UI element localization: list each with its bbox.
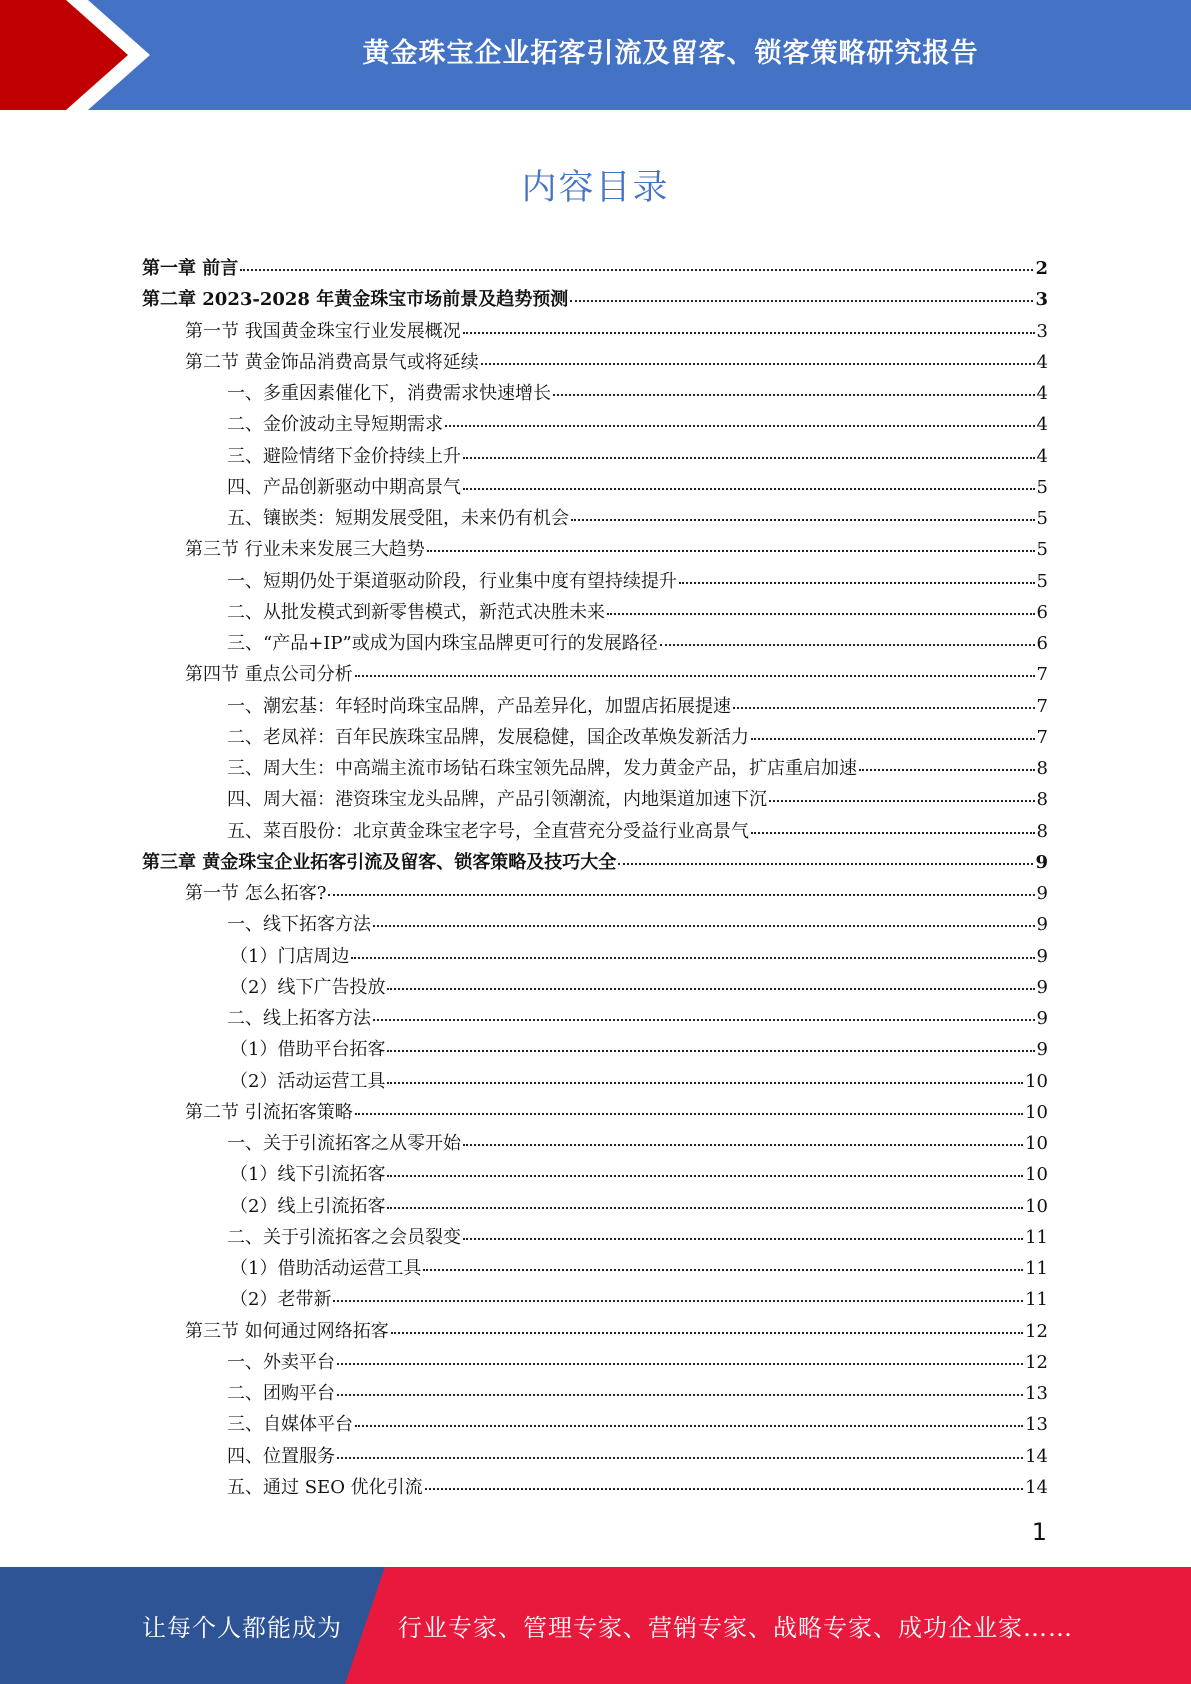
toc-entry-title: 第三节 如何通过网络拓客 — [185, 1320, 389, 1342]
toc-entry-page: 13 — [1025, 1383, 1048, 1404]
toc-entry-title: （2）老带新 — [230, 1289, 332, 1311]
toc-leader-dots — [463, 457, 1035, 459]
toc-entry[interactable] — [142, 628, 1048, 659]
toc-entry-page: 9 — [1036, 883, 1048, 904]
toc-leader-dots — [733, 707, 1035, 709]
table-of-contents — [142, 253, 1048, 1503]
toc-entry-title: 第二节 引流拓客策略 — [185, 1101, 353, 1123]
toc-leader-dots — [751, 738, 1035, 740]
toc-leader-dots — [333, 1300, 1023, 1302]
toc-entry-title: 五、菜百股份：北京黄金珠宝老字号，全直营充分受益行业高景气 — [227, 820, 749, 842]
toc-entry-page: 12 — [1025, 1320, 1048, 1342]
toc-entry[interactable] — [142, 1409, 1048, 1440]
toc-entry-title: 一、外卖平台 — [227, 1351, 335, 1373]
toc-entry-title: 五、镶嵌类：短期发展受阻，未来仍有机会 — [227, 508, 569, 529]
toc-leader-dots — [660, 644, 1035, 646]
toc-entry[interactable] — [142, 1378, 1048, 1409]
toc-leader-dots — [427, 550, 1035, 552]
toc-entry-page: 6 — [1036, 633, 1048, 654]
toc-leader-dots — [355, 1425, 1023, 1427]
toc-entry-title: 二、团购平台 — [227, 1383, 335, 1404]
toc-leader-dots — [373, 1019, 1035, 1021]
toc-entry-page: 9 — [1036, 945, 1048, 967]
toc-entry[interactable] — [142, 972, 1048, 1003]
toc-entry[interactable] — [142, 409, 1048, 440]
toc-leader-dots — [425, 1488, 1023, 1490]
toc-entry-title: 第一章 前言 — [142, 258, 239, 279]
toc-entry-title: 一、关于引流拓客之从零开始 — [227, 1133, 461, 1154]
toc-leader-dots — [463, 1144, 1023, 1146]
toc-entry[interactable] — [142, 691, 1048, 722]
toc-entry[interactable] — [142, 253, 1048, 284]
toc-entry-title: 第四节 重点公司分析 — [185, 664, 353, 686]
toc-entry[interactable] — [142, 1191, 1048, 1222]
toc-entry[interactable] — [142, 1284, 1048, 1315]
toc-leader-dots — [463, 488, 1035, 490]
toc-entry-page: 4 — [1036, 351, 1048, 373]
toc-entry[interactable] — [142, 316, 1048, 347]
toc-entry-title: （2）线上引流拓客 — [230, 1195, 386, 1217]
toc-leader-dots — [769, 800, 1035, 802]
toc-entry[interactable] — [142, 1222, 1048, 1253]
toc-entry-page: 11 — [1025, 1258, 1048, 1279]
toc-entry-page: 10 — [1025, 1195, 1048, 1217]
toc-entry-page: 3 — [1036, 320, 1048, 342]
toc-entry[interactable] — [142, 878, 1048, 909]
toc-entry-page: 6 — [1036, 601, 1048, 623]
header-title: 黄金珠宝企业拓客引流及留客、锁客策略研究报告 — [362, 37, 979, 69]
toc-leader-dots — [481, 363, 1035, 365]
toc-leader-dots — [387, 1050, 1034, 1052]
toc-entry-title: 二、从批发模式到新零售模式，新范式决胜未来 — [227, 601, 605, 623]
toc-entry[interactable] — [142, 1066, 1048, 1097]
toc-entry-title: 五、通过 SEO 优化引流 — [227, 1476, 423, 1498]
toc-entry-page: 10 — [1025, 1070, 1048, 1092]
toc-entry-title: 二、关于引流拓客之会员裂变 — [227, 1226, 461, 1248]
toc-leader-dots — [751, 832, 1035, 834]
toc-entry-title: （1）借助活动运营工具 — [230, 1258, 422, 1279]
toc-leader-dots — [553, 394, 1035, 396]
toc-entry[interactable] — [142, 597, 1048, 628]
toc-entry-title: 第三节 行业未来发展三大趋势 — [185, 539, 425, 561]
toc-entry-page: 8 — [1036, 789, 1048, 811]
toc-entry-page: 4 — [1036, 414, 1048, 436]
toc-entry[interactable] — [142, 1253, 1048, 1284]
toc-entry-title: 三、避险情绪下金价持续上升 — [227, 445, 461, 467]
toc-entry[interactable] — [142, 753, 1048, 784]
toc-entry-page: 9 — [1036, 976, 1048, 998]
toc-entry[interactable] — [142, 503, 1048, 534]
toc-title: 内容目录 — [521, 168, 670, 208]
toc-leader-dots — [387, 1082, 1023, 1084]
toc-entry-title: 三、自媒体平台 — [227, 1414, 353, 1436]
toc-entry-title: 三、“产品+IP”或成为国内珠宝品牌更可行的发展路径 — [227, 633, 658, 654]
toc-entry-title: 三、周大生：中高端主流市场钻石珠宝领先品牌，发力黄金产品，扩店重启加速 — [227, 758, 857, 779]
page-footer — [0, 1567, 1191, 1684]
toc-leader-dots — [355, 675, 1035, 677]
toc-entry-title: 第一节 我国黄金珠宝行业发展概况 — [185, 320, 461, 342]
toc-entry-page: 10 — [1025, 1101, 1048, 1123]
toc-entry-title: 一、潮宏基：年轻时尚珠宝品牌，产品差异化，加盟店拓展提速 — [227, 695, 731, 717]
toc-entry[interactable] — [142, 722, 1048, 753]
toc-entry-page: 9 — [1035, 851, 1048, 873]
toc-entry[interactable] — [142, 1003, 1048, 1034]
toc-entry-page: 9 — [1036, 1008, 1048, 1029]
toc-entry[interactable] — [142, 1316, 1048, 1347]
toc-entry-page: 8 — [1036, 758, 1048, 779]
page-number: 1 — [1031, 1518, 1047, 1546]
toc-leader-dots — [240, 269, 1033, 271]
toc-entry-page: 14 — [1025, 1445, 1048, 1467]
toc-entry-page: 10 — [1025, 1133, 1048, 1154]
footer-slogan-left: 让每个人都能成为 — [142, 1614, 342, 1642]
toc-entry-title: 二、线上拓客方法 — [227, 1008, 371, 1029]
toc-entry-title: 第二章 2023-2028 年黄金珠宝市场前景及趋势预测 — [142, 289, 569, 311]
toc-entry[interactable] — [142, 941, 1048, 972]
toc-leader-dots — [859, 769, 1035, 771]
toc-leader-dots — [387, 988, 1034, 990]
toc-entry-title: （1）线下引流拓客 — [230, 1164, 386, 1186]
toc-entry-title: 一、多重因素催化下，消费需求快速增长 — [227, 383, 551, 404]
toc-leader-dots — [387, 1175, 1023, 1177]
toc-entry-page: 3 — [1035, 289, 1048, 311]
toc-leader-dots — [337, 1457, 1023, 1459]
toc-entry-page: 12 — [1025, 1351, 1048, 1373]
toc-entry-title: 二、金价波动主导短期需求 — [227, 414, 443, 436]
toc-entry-title: 四、位置服务 — [227, 1445, 335, 1467]
toc-entry[interactable] — [142, 472, 1048, 503]
toc-entry[interactable] — [142, 1347, 1048, 1378]
toc-leader-dots — [618, 863, 1033, 865]
toc-entry[interactable] — [142, 1159, 1048, 1190]
toc-entry-page: 4 — [1036, 383, 1048, 404]
toc-entry[interactable] — [142, 909, 1048, 940]
toc-leader-dots — [351, 957, 1034, 959]
toc-leader-dots — [445, 425, 1035, 427]
toc-entry-page: 11 — [1025, 1226, 1048, 1248]
toc-entry[interactable] — [142, 378, 1048, 409]
toc-entry[interactable] — [142, 441, 1048, 472]
toc-entry[interactable] — [142, 847, 1048, 878]
toc-leader-dots — [463, 332, 1035, 334]
toc-leader-dots — [355, 1113, 1023, 1115]
toc-entry-title: （2）活动运营工具 — [230, 1070, 386, 1092]
toc-entry-page: 2 — [1035, 258, 1048, 279]
toc-leader-dots — [607, 613, 1035, 615]
toc-entry[interactable] — [142, 1441, 1048, 1472]
toc-entry-title: 第一节 怎么拓客? — [185, 883, 327, 904]
toc-entry[interactable] — [142, 816, 1048, 847]
toc-entry-page: 5 — [1036, 570, 1048, 592]
toc-entry-page: 5 — [1036, 476, 1048, 498]
toc-leader-dots — [423, 1269, 1023, 1271]
toc-entry-title: 四、周大福：港资珠宝龙头品牌，产品引领潮流，内地渠道加速下沉 — [227, 789, 767, 811]
toc-entry[interactable] — [142, 534, 1048, 565]
toc-entry-title: 第二节 黄金饰品消费高景气或将延续 — [185, 351, 479, 373]
toc-leader-dots — [373, 925, 1035, 927]
toc-leader-dots — [463, 1238, 1023, 1240]
toc-entry-title: （1）门店周边 — [230, 945, 350, 967]
toc-entry-page: 5 — [1036, 539, 1048, 561]
toc-leader-dots — [337, 1394, 1023, 1396]
toc-entry-title: （2）线下广告投放 — [230, 976, 386, 998]
toc-leader-dots — [328, 894, 1034, 896]
toc-entry[interactable] — [142, 1472, 1048, 1503]
toc-entry-page: 11 — [1025, 1289, 1048, 1311]
toc-entry-title: 一、短期仍处于渠道驱动阶段，行业集中度有望持续提升 — [227, 570, 677, 592]
toc-entry[interactable] — [142, 1128, 1048, 1159]
toc-leader-dots — [679, 582, 1035, 584]
toc-entry[interactable] — [142, 659, 1048, 690]
footer-slogan-right: 行业专家、管理专家、营销专家、战略专家、成功企业家…… — [398, 1614, 1073, 1642]
toc-entry[interactable] — [142, 784, 1048, 815]
toc-entry-page: 4 — [1036, 445, 1048, 467]
toc-entry-page: 5 — [1036, 508, 1048, 529]
toc-entry-title: （1）借助平台拓客 — [230, 1039, 386, 1061]
toc-leader-dots — [570, 300, 1033, 302]
toc-entry-page: 10 — [1025, 1164, 1048, 1186]
toc-entry-title: 一、线下拓客方法 — [227, 914, 371, 936]
toc-entry-page: 9 — [1036, 1039, 1048, 1061]
page-header — [0, 0, 1191, 110]
toc-entry[interactable] — [142, 347, 1048, 378]
toc-entry[interactable] — [142, 566, 1048, 597]
toc-entry-title: 第三章 黄金珠宝企业拓客引流及留客、锁客策略及技巧大全 — [142, 851, 617, 873]
toc-entry[interactable] — [142, 1097, 1048, 1128]
toc-entry[interactable] — [142, 284, 1048, 315]
toc-leader-dots — [571, 519, 1035, 521]
toc-entry-title: 四、产品创新驱动中期高景气 — [227, 476, 461, 498]
toc-entry[interactable] — [142, 1034, 1048, 1065]
toc-entry-page: 7 — [1036, 695, 1048, 717]
toc-entry-page: 14 — [1025, 1476, 1048, 1498]
toc-entry-page: 13 — [1025, 1414, 1048, 1436]
toc-entry-page: 7 — [1036, 726, 1048, 748]
toc-entry-page: 7 — [1036, 664, 1048, 686]
toc-entry-page: 9 — [1036, 914, 1048, 936]
toc-leader-dots — [391, 1332, 1023, 1334]
toc-leader-dots — [387, 1207, 1023, 1209]
toc-leader-dots — [337, 1363, 1023, 1365]
toc-entry-page: 8 — [1036, 820, 1048, 842]
toc-entry-title: 二、老凤祥：百年民族珠宝品牌，发展稳健，国企改革焕发新活力 — [227, 726, 749, 748]
